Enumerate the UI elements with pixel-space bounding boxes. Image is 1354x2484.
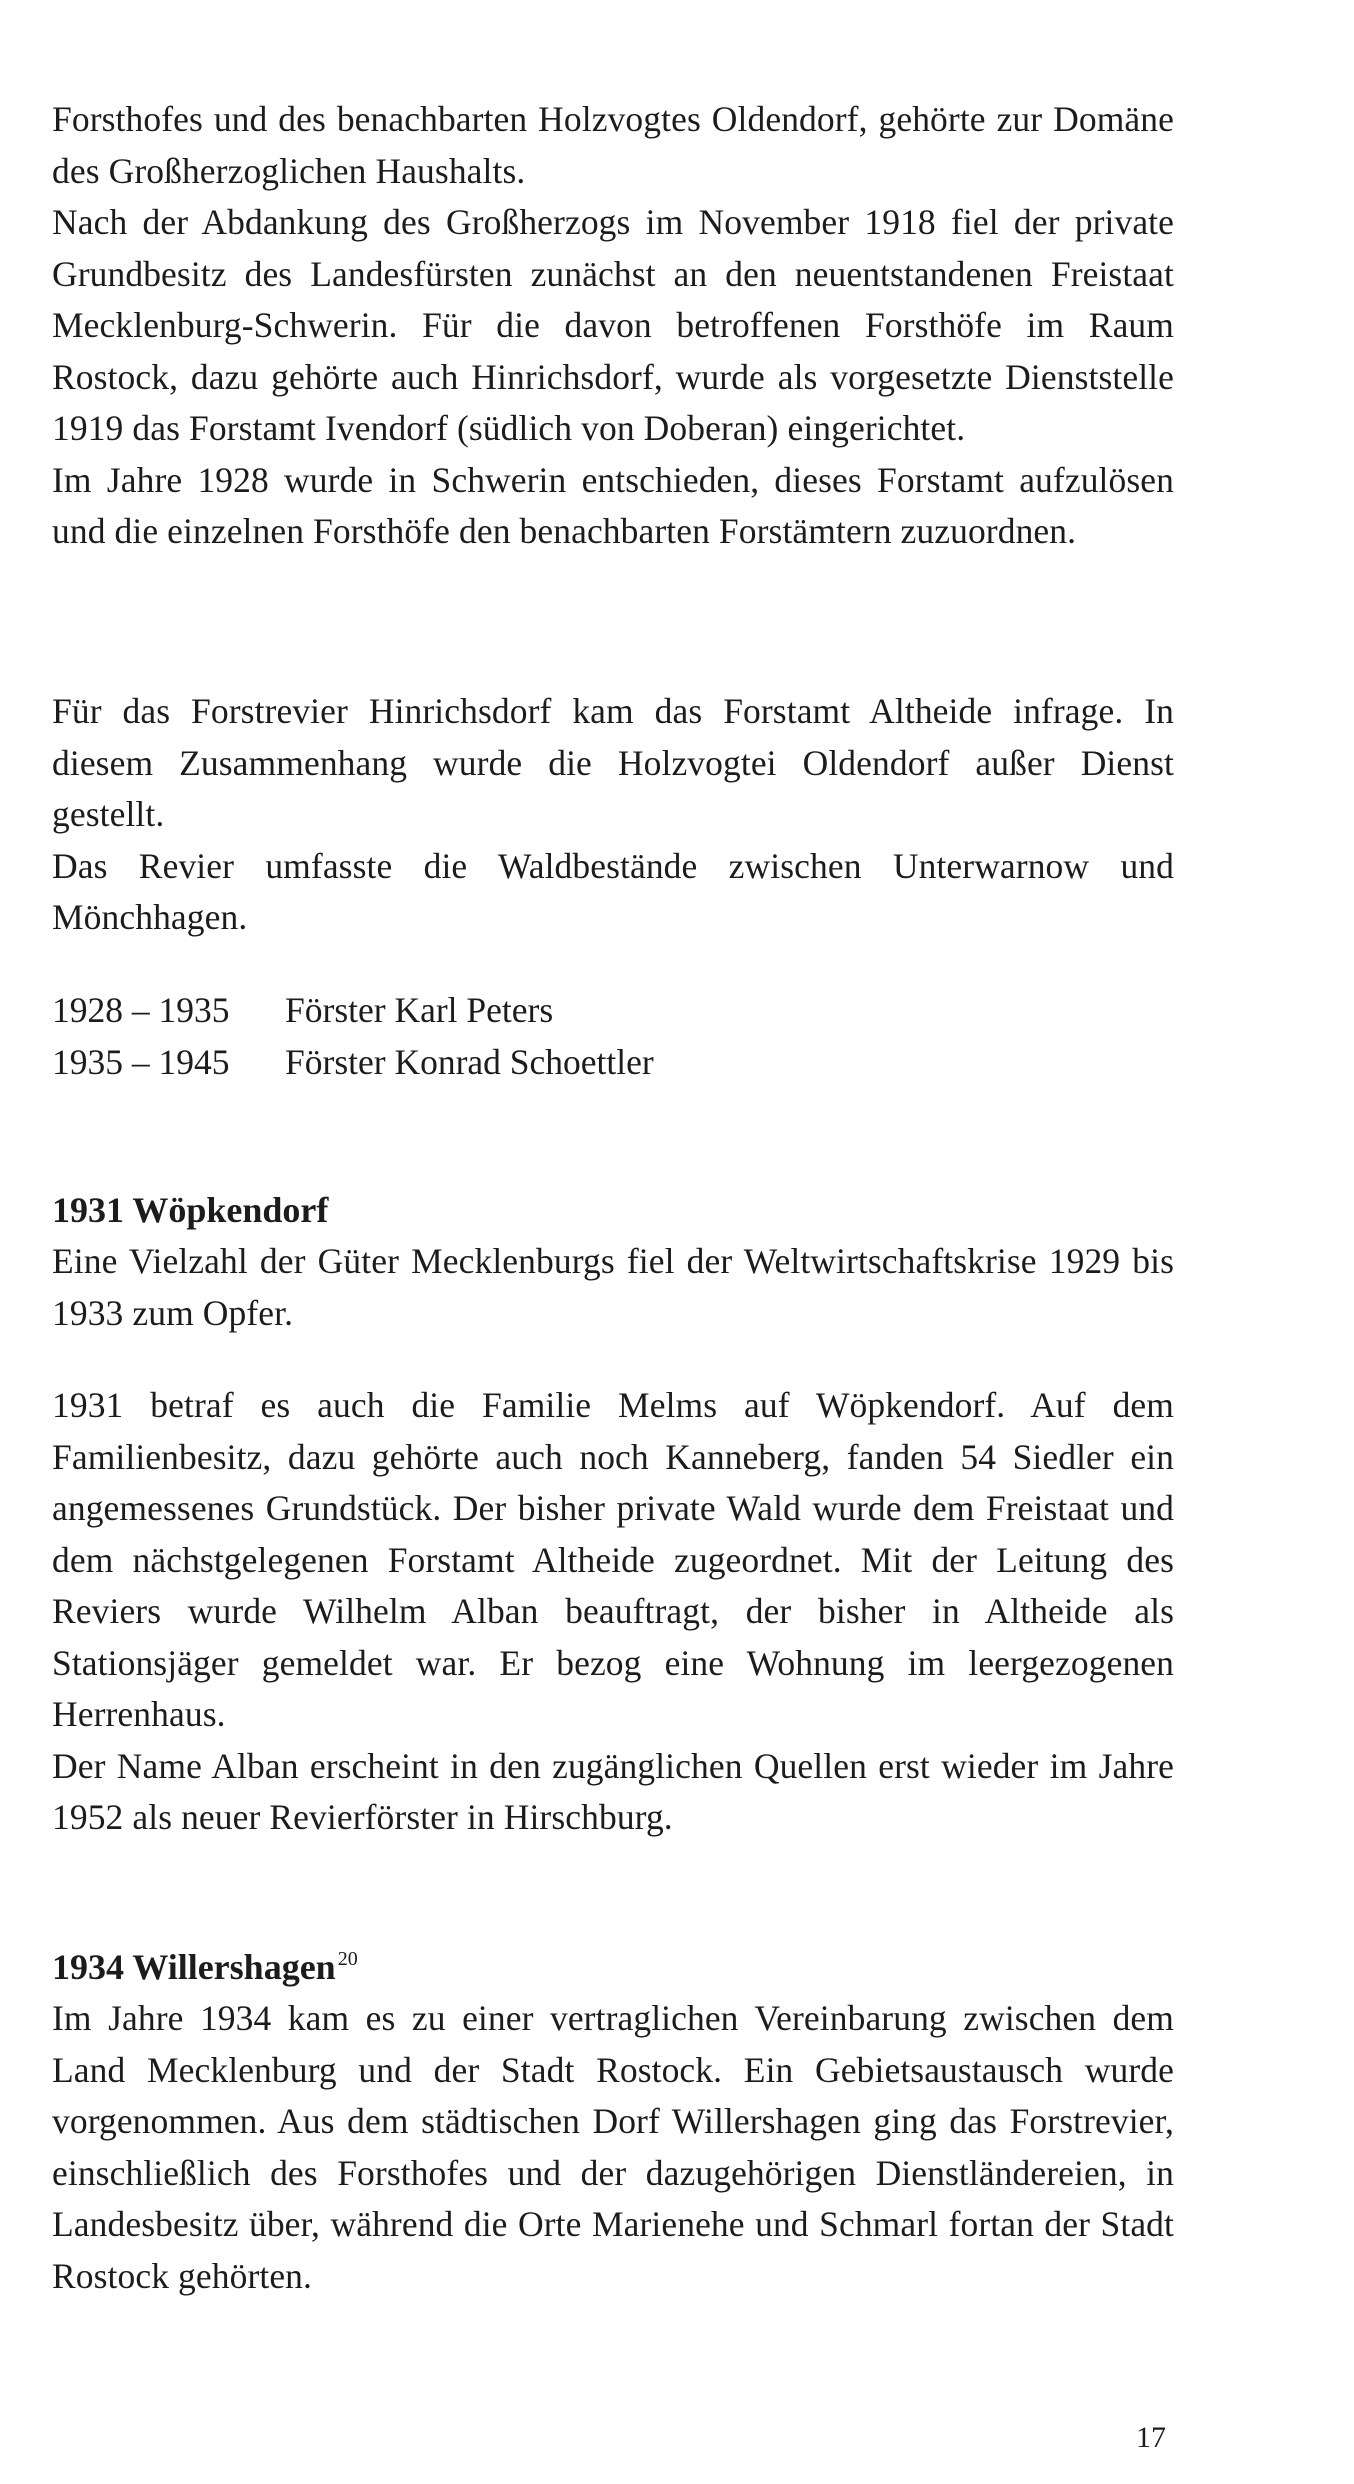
footnote-reference: 20 <box>337 1948 358 1970</box>
section-1931-paragraph-3: Der Name Alban erscheint in den zugänglichen Quellen erst wieder im Jahre 1952 als neuer Revierförster in Hirschburg. <box>52 1745 1174 1837</box>
section-1934-body <box>52 1993 1174 2302</box>
revier-paragraph-1: Für das Forstrevier Hinrichsdorf kam das Forstamt Altheide infrage. In diesem Zusammenhang wurde die Holzvogtei Oldendorf außer Dienst gestellt. <box>52 691 1174 834</box>
revier-paragraph-2: Das Revier umfasste die Waldbestände zwischen Unterwarnow und Mönchhagen. <box>52 845 1174 937</box>
page-number: 17 <box>1136 2421 1166 2454</box>
intro-text-block <box>52 94 1174 558</box>
section-1931-paragraph-2: 1931 betraf es auch die Familie Melms auf Wöpkendorf. Auf dem Familienbesitz, dazu gehörte auch noch Kanneberg, fanden 54 Siedler ein angemessenes Grundstück. Der bisher private Wald wurde dem Freistaat und dem nächstgelegenen Forstamt Altheide zugeordnet. Mit der Leitung des Reviers wurde Wilhelm Alban beauftragt, der bisher in Altheide als Stationsjäger gemeldet war. Er bezog eine Wohnung im leergezogenen Herrenhaus. <box>52 1385 1174 1734</box>
revier-text-block <box>52 686 1174 944</box>
intro-paragraph-3: Im Jahre 1928 wurde in Schwerin entschieden, dieses Forstamt aufzulösen und die einzelnen Forsthöfe den benachbarten Forstämtern zuzuordnen. <box>52 459 1174 551</box>
tenure-years: 1928 – 1935 <box>52 990 230 1030</box>
section-1934-paragraph-1: Im Jahre 1934 kam es zu einer vertraglichen Vereinbarung zwischen dem Land Mecklenburg und der Stadt Rostock. Ein Gebietsaustausch wurde vorgenommen. Aus dem städtischen Dorf Willershagen ging das Forstrevier, einschließlich des Forsthofes und der dazugehörigen Dienstländereien, in Landesbesitz über, während die Orte Marienehe und Schmarl fortan der Stadt Rostock gehörten. <box>52 1998 1174 2296</box>
section-heading-1934 <box>52 1941 358 1999</box>
section-heading-1934-text: 1934 Willershagen <box>52 1947 336 1987</box>
section-heading-1931: 1931 Wöpkendorf <box>52 1190 329 1230</box>
tenure-forester-name: Förster Karl Peters <box>285 990 554 1030</box>
section-1931-body <box>52 1380 1174 1844</box>
section-1931-paragraph-1: Eine Vielzahl der Güter Mecklenburgs fiel der Weltwirtschaftskrise 1929 bis 1933 zum Opfer. <box>52 1241 1174 1333</box>
forester-tenure-list <box>52 985 654 1088</box>
intro-paragraph-2: Nach der Abdankung des Großherzogs im November 1918 fiel der private Grundbesitz des Landesfürsten zunächst an den neuentstandenen Freistaat Mecklenburg-Schwerin. Für die davon betroffenen Forsthöfe im Raum Rostock, dazu gehörte auch Hinrichsdorf, wurde als vorgesetzte Dienststelle 1919 das Forstamt Ivendorf (südlich von Doberan) eingerichtet. <box>52 202 1174 448</box>
tenure-row <box>52 985 654 1037</box>
section-1931-intro <box>52 1236 1174 1339</box>
tenure-row <box>52 1037 654 1089</box>
tenure-forester-name: Förster Konrad Schoettler <box>285 1041 654 1082</box>
intro-paragraph-1: Forsthofes und des benachbarten Holzvogtes Oldendorf, gehörte zur Domäne des Großherzoglichen Haushalts. <box>52 99 1174 191</box>
tenure-years: 1935 – 1945 <box>52 1041 230 1082</box>
